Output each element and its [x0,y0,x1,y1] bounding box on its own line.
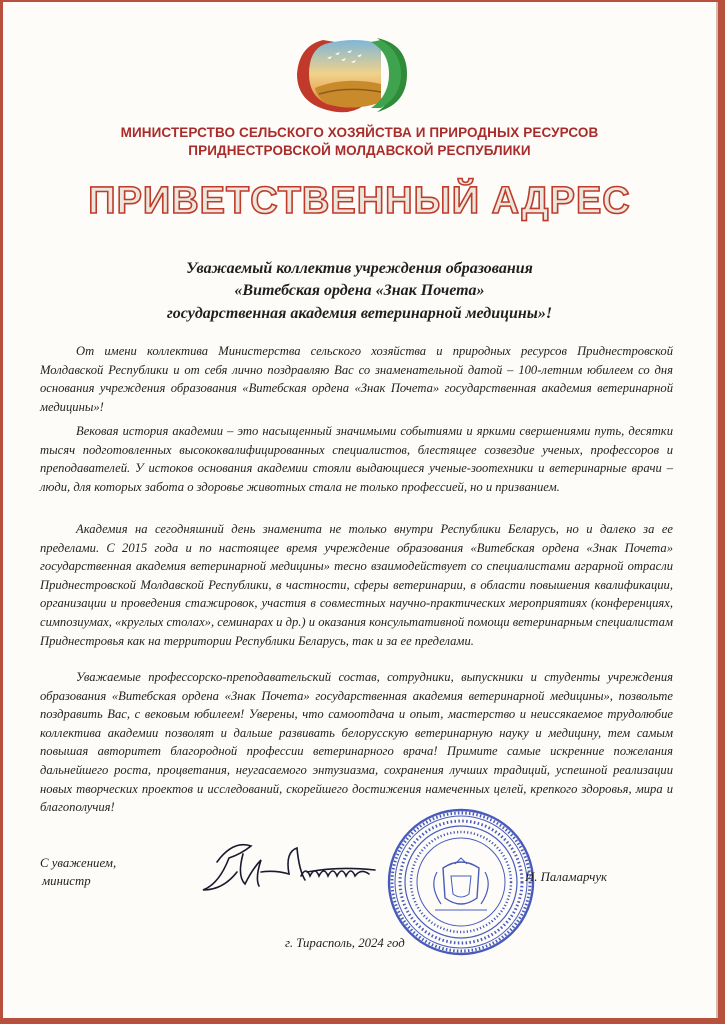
greeting-line1: Уважаемый коллектив учреждения образования [186,260,533,277]
paragraph-4-text: Уважаемые профессорско-преподавательский состав, сотрудники, выпускники и студенты учреждения образования «Витебская ордена «Знак Почета» государственная академия ветеринарной медицины», позвольте поздравить Вас, с вековым юбилеем! Уверены, что самоотдача и опыт, мастерство и неиссякаемое трудолюбие коллектива академии позволят и дальше развивать белорусскую ветеринарную науку и медицину, тем самым повышая авторитет благородной профессии ветеринарного врача! Примите самые искренние пожелания дальнейшего роста, процветания, неугасаемого энтузиазма, сохранения лучших традиций, успешной реализации новых творческих проектов и исследований, скорейшего достижения намеченных целей, крепкого здоровья, мира и благополучия! [40,670,673,815]
closing-position: министр [42,874,91,888]
official-seal [385,806,537,958]
paragraph-3-text: Академия на сегодняшний день знаменита не только внутри Республики Беларусь, но и далеко за ее пределами. С 2015 года и по настоящее время учреждение образования «Витебская ордена «Знак Почета» государственная академия ветеринарной медицины» тесно взаимодействует со специалистами аграрной отрасли Приднестровской Молдавской Республики, в частности, сферы ветеринарии, в области повышения квалификации, организации и проведения стажировок, участия в совместных научно-практических мероприятиях (конференциях, симпозиумах, «круглых столах», семинарах и др.) и оказания консультативной помощи ветеринарным специалистам Приднестровья как на территории Республики Беларусь, так и за ее пределами. [40,522,674,648]
paragraph-1-text: От имени коллектива Министерства сельского хозяйства и природных ресурсов Приднестровской Молдавской Республики и от себя лично поздравляю Вас со знаменательной датой – 100-летним юбилеем со дня основания учреждения образования «Витебская ордена «Знак Почета» государственная академия ветеринарной медицины»! [40,344,673,414]
closing-regards: С уважением, [40,856,117,870]
handwritten-signature [189,832,399,902]
paragraph-2-text: Вековая история академии – это насыщенный значимыми событиями и яркими свершениями путь, десятки тысяч подготовленных высококвалифицированных специалистов, блестящее созвездие ученых, профессоров и преподавателей. У истоков основания академии стояли выдающиеся ученые-зоотехники и ветеринарные врачи – люди, для которых забота о здоровье животных стала не только профессией, но и призванием. [40,424,673,494]
ministry-logo [285,32,415,118]
paragraph-4 [40,668,673,817]
paragraph-3 [40,520,673,650]
ministry-name-line1: МИНИСТЕРСТВО СЕЛЬСКОГО ХОЗЯЙСТВА И ПРИРОДНЫХ РЕСУРСОВ [120,125,599,140]
greeting-line2: «Витебская ордена «Знак Почета» [234,282,485,299]
paragraph-2 [40,422,673,496]
closing-block [40,854,116,890]
ministry-name-line2: ПРИДНЕСТРОВСКОЙ МОЛДАВСКОЙ РЕСПУБЛИКИ [188,143,531,158]
paragraph-1 [40,342,673,416]
letter-sheet [3,2,718,1018]
greeting-line3: государственная академия ветеринарной медицины»! [166,305,553,322]
signer-name: И. Паламарчук [525,870,607,884]
place-and-date: г. Тирасполь, 2024 год [285,936,405,950]
document-title: ПРИВЕТСТВЕННЫЙ АДРЕС [88,180,631,222]
